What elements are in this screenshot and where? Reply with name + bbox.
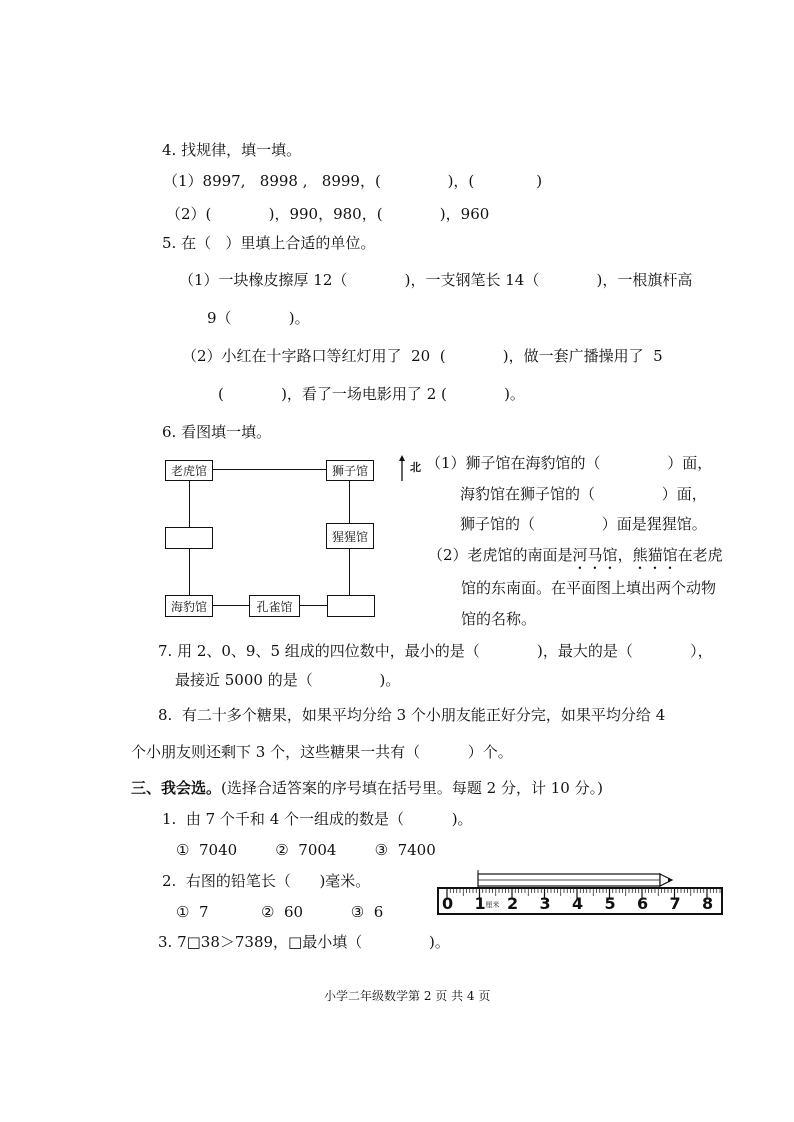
map-box-kongque: 孔雀馆 [249, 595, 300, 617]
dotted-hippo: 河马馆 [572, 546, 618, 564]
arrow-up-icon [398, 455, 406, 481]
q6-p1-line-b: 海豹馆在狮子馆的（ ）面， [460, 485, 707, 503]
s3-q2: 2. 右图的铅笔长（ )毫米。 [162, 872, 371, 890]
q6-p2-comma: ， [617, 546, 633, 564]
s3-q1: 1. 由 7 个千和 4 个一组成的数是（ )。 [162, 810, 473, 828]
q4-title: 4. 找规律，填一填。 [162, 141, 302, 159]
s3-q2-options: ① 7 ② 60 ③ 6 [176, 903, 384, 921]
ruler-number: 8 [702, 894, 714, 913]
q6-p2-line-b: 馆的东南面。在平面图上填出两个动物 [461, 579, 717, 597]
ruler-number: 4 [572, 894, 584, 913]
map-box-haibao: 海豹馆 [165, 595, 213, 617]
q6-p2-prefix: （2）老虎馆的南面是 [428, 546, 573, 564]
ruler-number: 3 [539, 894, 551, 913]
ruler-number: 1 [474, 894, 486, 913]
map-box-xingxing: 猩猩馆 [326, 523, 374, 549]
ruler-number: 7 [669, 894, 681, 913]
q5-line-2: 9（ )。 [207, 309, 310, 327]
ruler-figure [436, 868, 724, 918]
q7-line-2: 最接近 5000 的是（ )。 [175, 671, 401, 689]
page-footer: 小学二年级数学第 2 页 共 4 页 [324, 989, 491, 1003]
section-3-heading-line [131, 781, 603, 796]
q5-line-4: ( )，看了一场电影用了 2 ( )。 [218, 385, 525, 403]
q6-p2-suffix: 在老虎 [677, 546, 723, 564]
q8-line-2: 个小朋友则还剩下 3 个，这些糖果一共有（ ）个。 [131, 743, 513, 761]
map-line-left-lower [189, 549, 190, 595]
q5-title: 5. 在（ ）里填上合适的单位。 [162, 234, 376, 252]
map-box-laohu: 老虎馆 [165, 460, 213, 481]
q5-line-3: （2）小红在十字路口等红灯用了 20 ( )，做一套广播操用了 5 [182, 347, 663, 365]
map-box-empty-left[interactable] [165, 527, 213, 549]
q6-title: 6. 看图填一填。 [162, 423, 272, 441]
map-box-shizi: 狮子馆 [326, 460, 374, 481]
map-line-top [213, 469, 326, 470]
ruler-number: 0 [442, 894, 454, 913]
q4-line-1: （1）8997, 8998 , 8999，( )，( ) [163, 172, 543, 190]
q6-p1-line-a: （1）狮子馆在海豹馆的（ ）面， [426, 454, 713, 472]
map-line-bottom-left [213, 605, 249, 606]
s3-q3: 3. 7□38＞7389，□最小填（ )。 [158, 933, 450, 951]
ruler-number: 6 [637, 894, 649, 913]
q7-line-1: 7. 用 2、0、9、5 组成的四位数中，最小的是（ )，最大的是（ ）， [158, 642, 713, 660]
map-line-bottom-right [300, 605, 327, 606]
ruler-number: 2 [507, 894, 519, 913]
q6-p1-line-c: 狮子馆的（ ）面是猩猩馆。 [460, 515, 707, 533]
ruler-number: 5 [604, 894, 616, 913]
map-line-left-upper [189, 481, 190, 527]
q6-p2-line-c: 馆的名称。 [461, 610, 537, 628]
map-line-right-upper [349, 481, 350, 523]
ruler-unit: 厘米 [485, 901, 500, 909]
dotted-panda: 熊猫馆 [632, 546, 678, 564]
map-line-right-lower [349, 549, 350, 595]
s3-q1-options: ① 7040 ② 7004 ③ 7400 [176, 841, 436, 859]
q4-line-2: （2）( )，990，980，( )，960 [166, 205, 490, 223]
map-box-empty-right[interactable] [327, 595, 375, 617]
q8-line-1: 8. 有二十多个糖果，如果平均分给 3 个小朋友能正好分完，如果平均分给 4 [158, 706, 666, 724]
q5-line-1: （1）一块橡皮擦厚 12（ )，一支钢笔长 14（ )，一根旗杆高 [179, 271, 693, 289]
section-3-note: (选择合适答案的序号填在括号里。每题 2 分，计 10 分。) [221, 779, 603, 797]
section-3-heading: 三、我会选。 [131, 779, 222, 797]
north-label: 北 [410, 461, 421, 474]
q6-p2-line-a [428, 546, 723, 573]
